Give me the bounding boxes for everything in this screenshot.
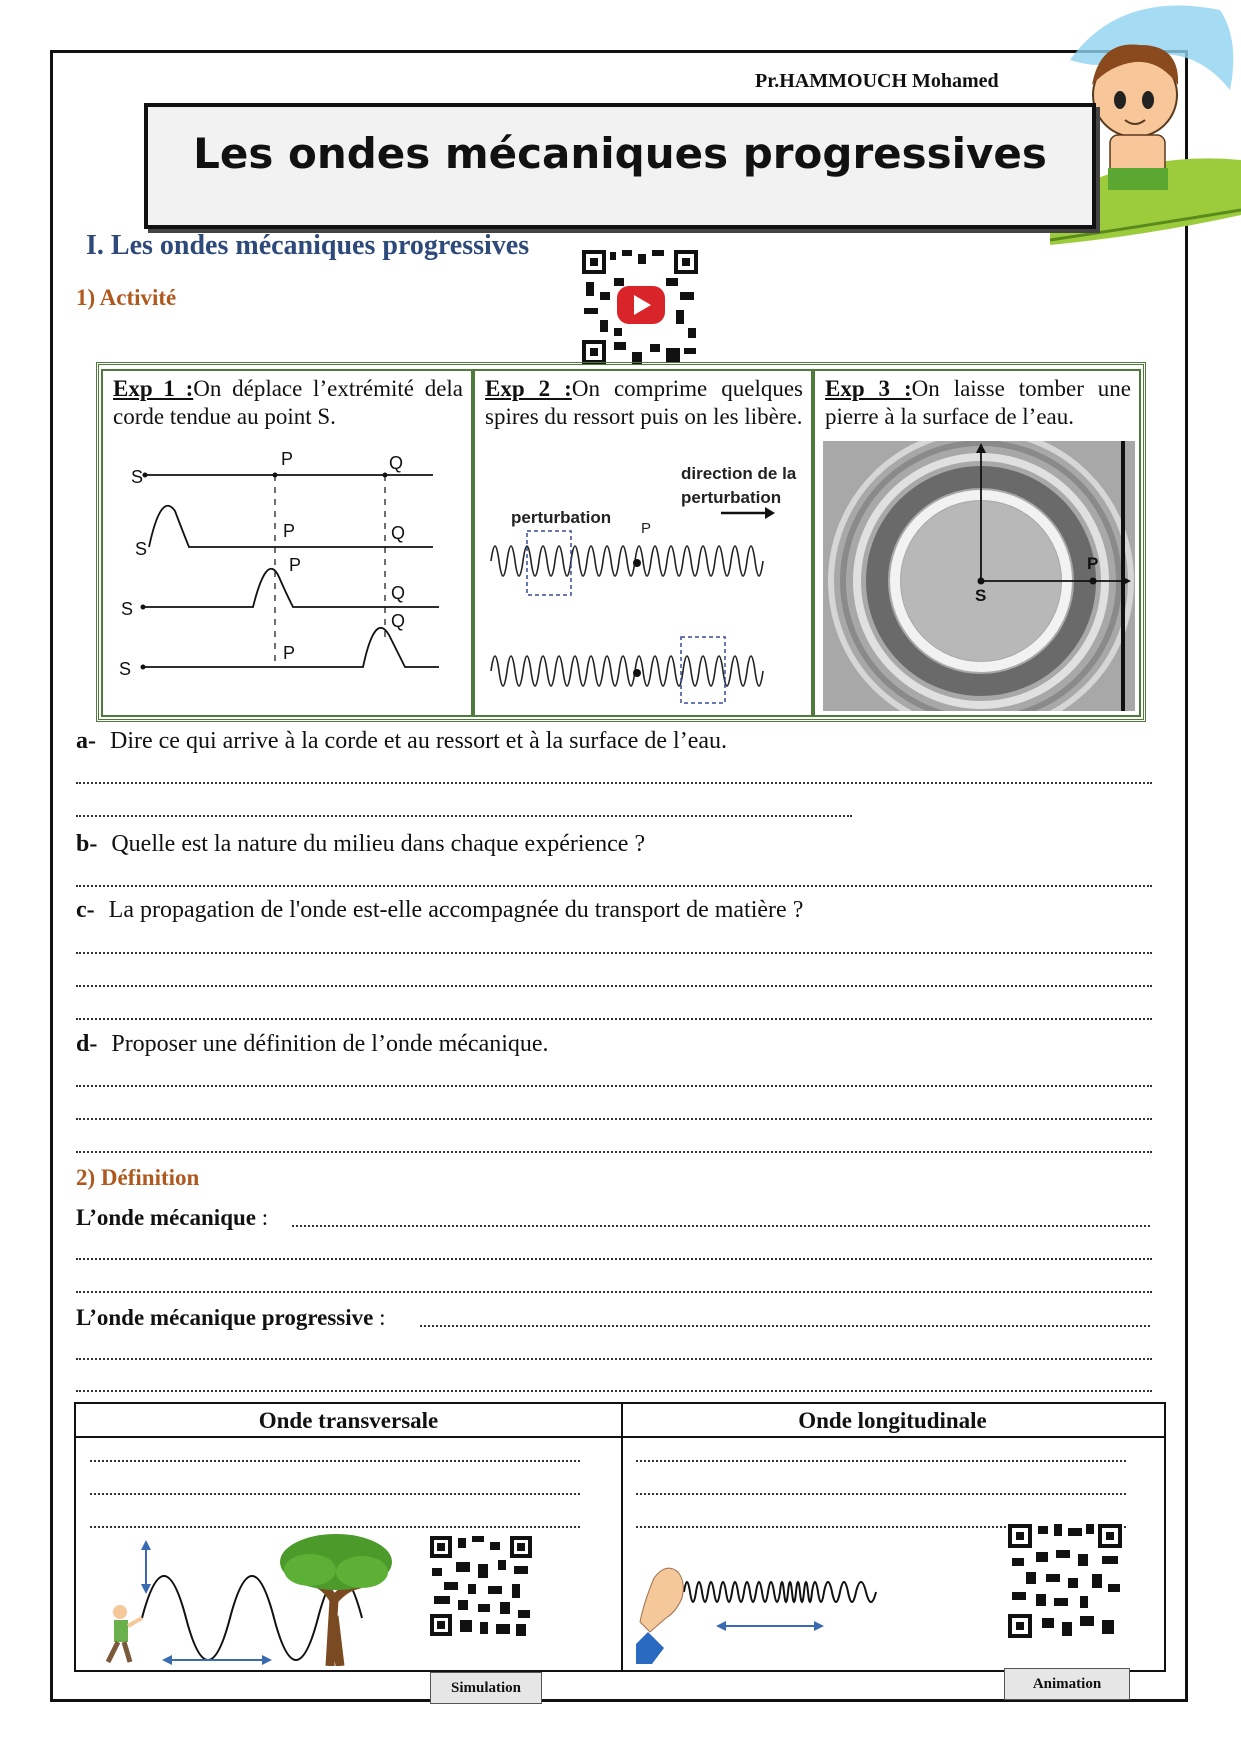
- rope-q2: Q: [391, 523, 406, 543]
- qr-code-video[interactable]: [580, 248, 700, 366]
- answer-line[interactable]: [76, 1258, 1152, 1260]
- answer-line[interactable]: [636, 1493, 1126, 1495]
- answer-line[interactable]: [420, 1325, 1150, 1327]
- question-a: a- Dire ce qui arrive à la corde et au ressort et à la surface de l’eau.: [76, 728, 727, 754]
- answer-line[interactable]: [90, 1460, 580, 1462]
- simulation-button[interactable]: Simulation: [430, 1672, 542, 1704]
- answer-line[interactable]: [90, 1493, 580, 1495]
- exp2-label: Exp 2 :: [485, 376, 572, 401]
- exp1-text: On déplace l’extrémité dela corde tendue au point S.: [113, 376, 463, 429]
- header-onde-longitudinale: Onde longitudinale: [621, 1404, 1164, 1438]
- answer-line[interactable]: [76, 885, 1152, 887]
- tree-icon: [276, 1526, 396, 1666]
- rope-p2: P: [283, 521, 296, 541]
- exp3-label: Exp 3 :: [825, 376, 912, 401]
- exp2-text: On comprime quelques spires du ressort puis on les libère.: [485, 376, 803, 429]
- question-c: c- La propagation de l'onde est-elle accompagnée du transport de matière ?: [76, 897, 804, 923]
- answer-line[interactable]: [76, 952, 1152, 954]
- answer-line[interactable]: [636, 1460, 1126, 1462]
- spring-diagram: [481, 461, 807, 711]
- exp1-cell: [101, 369, 473, 717]
- rope-p3: P: [289, 555, 302, 575]
- answer-line[interactable]: [76, 782, 1152, 784]
- water-s-label: S: [975, 586, 987, 605]
- definition-onde-progressive: L’onde mécanique progressive :: [76, 1305, 386, 1330]
- animation-button[interactable]: Animation: [1004, 1668, 1130, 1700]
- longitudinal-wave-illustration: [636, 1552, 956, 1668]
- rope-s2: S: [135, 539, 148, 559]
- author-name: Pr.HAMMOUCH Mohamed: [755, 70, 999, 92]
- answer-line[interactable]: [292, 1225, 1150, 1227]
- rope-q4: Q: [391, 611, 406, 631]
- rope-p1: P: [281, 451, 294, 469]
- header-onde-transversale: Onde transversale: [76, 1404, 621, 1438]
- exp3-text: On laisse tomber une pierre à la surface de l’eau.: [825, 376, 1131, 429]
- rope-q1: Q: [389, 453, 404, 473]
- water-ripple-diagram: [823, 441, 1135, 711]
- rope-diagram: [113, 451, 463, 701]
- spring-perturbation-label: perturbation: [511, 508, 612, 527]
- rope-p4: P: [283, 643, 296, 663]
- rope-q3: Q: [391, 583, 406, 603]
- section-heading: I. Les ondes mécaniques progressives: [86, 230, 530, 261]
- answer-line[interactable]: [76, 1291, 1152, 1293]
- spring-direction-1: direction de la: [681, 464, 797, 483]
- page-title: Les ondes mécaniques progressives: [193, 128, 1047, 178]
- answer-line[interactable]: [76, 1118, 1152, 1120]
- spring-p-label: P: [641, 520, 652, 537]
- wave-types-table: [74, 1402, 1166, 1672]
- question-d: d- Proposer une définition de l’onde mécanique.: [76, 1031, 549, 1057]
- water-p-label: P: [1087, 554, 1099, 573]
- subsection-definition: 2) Définition: [76, 1165, 200, 1190]
- definition-onde-mecanique: L’onde mécanique :: [76, 1205, 269, 1230]
- qr-code-simulation[interactable]: [428, 1534, 534, 1638]
- question-b: b- Quelle est la nature du milieu dans chaque expérience ?: [76, 831, 646, 857]
- experiments-table: [96, 362, 1146, 722]
- exp3-cell: [813, 369, 1141, 717]
- exp1-label: Exp 1 :: [113, 376, 194, 401]
- qr-code-animation[interactable]: [1006, 1522, 1124, 1640]
- answer-line[interactable]: [76, 1018, 1152, 1020]
- answer-line[interactable]: [76, 815, 852, 817]
- rope-s1: S: [131, 467, 144, 487]
- spring-direction-2: perturbation: [681, 488, 782, 507]
- answer-line[interactable]: [76, 1358, 1152, 1360]
- answer-line[interactable]: [76, 1085, 1152, 1087]
- answer-line[interactable]: [76, 1390, 1152, 1392]
- title-box: [144, 103, 1096, 229]
- exp2-cell: [473, 369, 813, 717]
- subsection-activite: 1) Activité: [76, 285, 177, 310]
- answer-line[interactable]: [76, 985, 1152, 987]
- answer-line[interactable]: [76, 1151, 1152, 1153]
- rope-s4: S: [119, 659, 132, 679]
- rope-s3: S: [121, 599, 134, 619]
